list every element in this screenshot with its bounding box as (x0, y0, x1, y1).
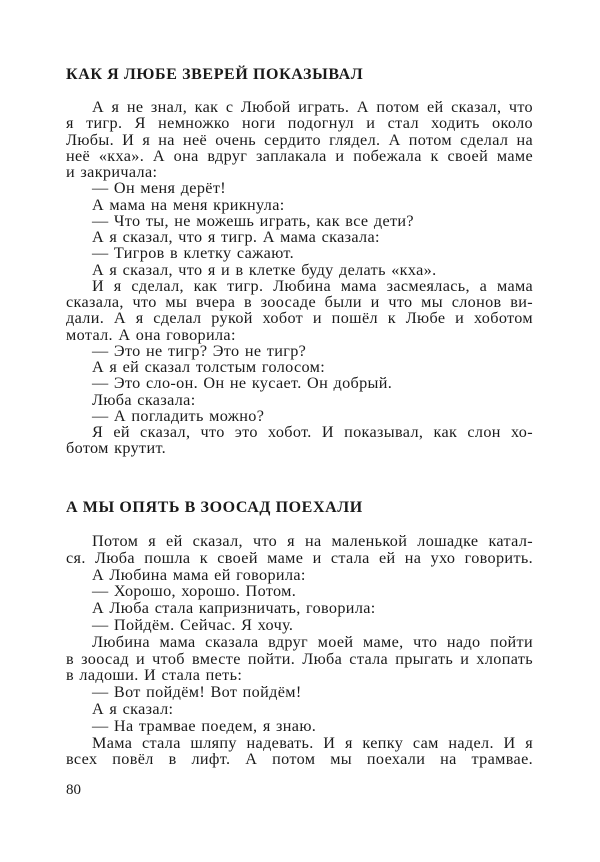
text-line: дали. А я сделал рукой хобот и пошёл к Любе и хоботом (66, 309, 533, 328)
text-line: И я сделал, как тигр. Любина мама засмеялась, а мама (92, 276, 533, 295)
text-line: — Тигров в клетку сажают. (92, 244, 295, 263)
text-line: — Что ты, не можешь играть, как все дети? (92, 211, 414, 230)
text-line: Я ей сказал, что это хобот. И показывал, как слон хо- (92, 423, 533, 441)
text-line: сказала, что мы вчера в зоосаде были и что мы слонов ви- (66, 293, 533, 311)
text-line: А я сказал, что я тигр. А мама сказала: (92, 228, 380, 246)
section-title: КАК Я ЛЮБЕ ЗВЕРЕЙ ПОКАЗЫВАЛ (66, 66, 364, 83)
text-line: Потом я ей сказал, что я на маленькой лошадке катал- (92, 532, 533, 550)
text-line: ся. Люба пошла к своей маме и стала ей на ухо говорить. (66, 548, 533, 567)
text-line: А мама на меня крикнула: (92, 195, 285, 214)
text-line: А я сказал: (92, 700, 174, 718)
text-line: А я не знал, как с Любой играть. А потом ей сказал, что (92, 98, 533, 116)
text-line: — А погладить можно? (92, 406, 265, 425)
text-line: неё «кха». А она вдруг заплакала и побежала к своей маме (66, 146, 533, 165)
text-line: мотал. А она говорила: (66, 325, 236, 344)
text-line: — Пойдём. Сейчас. Я хочу. (92, 616, 294, 634)
text-line: в ладоши. И стала петь: (66, 666, 243, 685)
text-line: и закричала: (66, 163, 158, 181)
text-line: — Вот пойдём! Вот пойдём! (92, 683, 302, 702)
text-line: — Он меня дерёт! (92, 179, 226, 198)
text-line: в зоосад и чтоб вместе пойти. Люба стала прыгать и хлопать (66, 649, 533, 668)
text-line: — На трамвае поедем, я знаю. (92, 716, 317, 735)
text-line: А Любина мама ей говорила: (92, 565, 306, 584)
text-line: Любы. И я на неё очень сердито глядел. А потом сделал на (66, 130, 533, 149)
text-line: ботом крутит. (66, 439, 167, 458)
text-line: Мама стала шляпу надевать. И я кепку сам надел. И я (92, 733, 533, 752)
text-line: А Люба стала капризничать, говорила: (92, 599, 376, 618)
text-line: А я сказал, что я и в клетке буду делать «кха». (92, 260, 437, 279)
text-line: — Хорошо, хорошо. Потом. (92, 582, 297, 601)
text-line: Любина мама сказала вдруг моей маме, что надо пойти (92, 632, 533, 651)
section-title: А МЫ ОПЯТЬ В ЗООСАД ПОЕХАЛИ (66, 499, 363, 516)
text-line: — Это не тигр? Это не тигр? (92, 341, 307, 360)
text-line: — Это сло-он. Он не кусает. Он добрый. (92, 374, 393, 393)
text-line: Люба сказала: (92, 390, 196, 409)
text-line: всех повёл в лифт. А потом мы поехали на трамвае. (66, 750, 533, 769)
page-number: 80 (66, 782, 81, 798)
text-line: я тигр. Я немножко ноги подогнул и стал ходить около (66, 114, 533, 133)
text-line: А я ей сказал толстым голосом: (92, 358, 326, 376)
